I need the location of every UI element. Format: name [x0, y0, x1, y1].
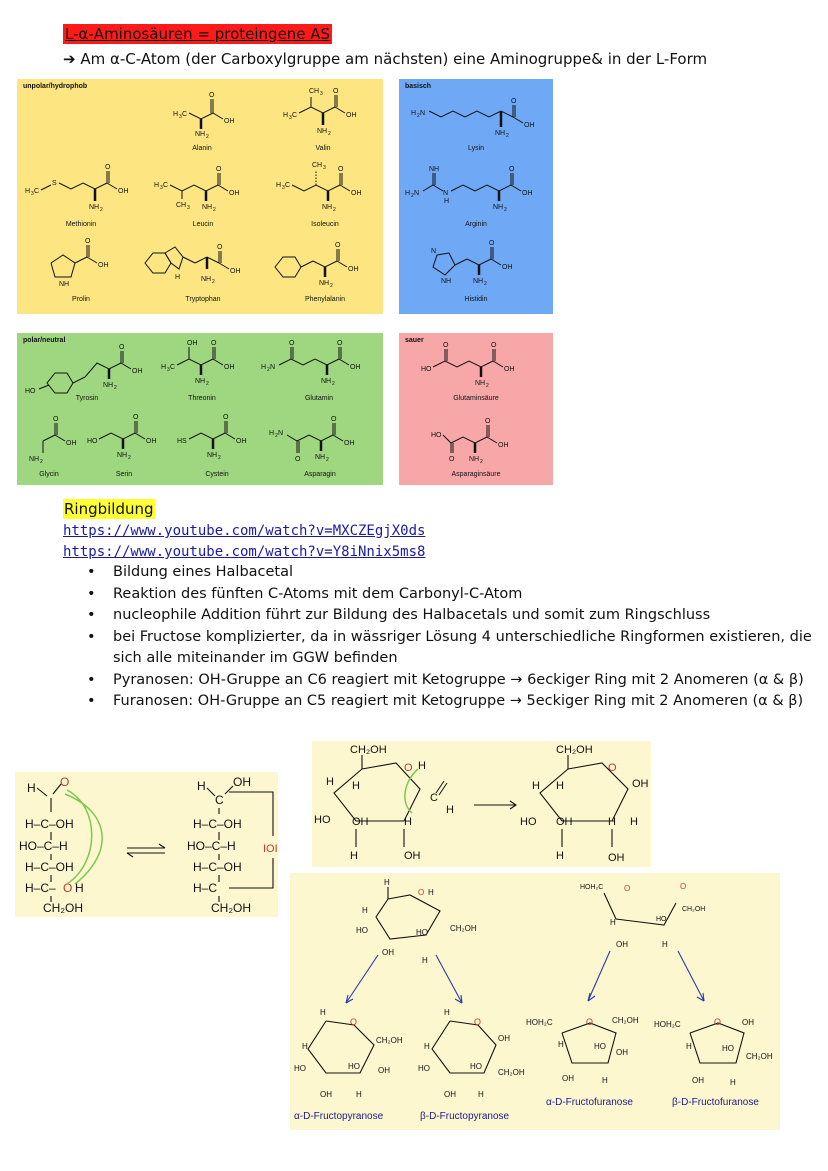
svg-text:OH: OH	[351, 190, 362, 197]
svg-text:OH: OH	[187, 340, 198, 347]
svg-text:H: H	[602, 1076, 608, 1085]
svg-text:H: H	[478, 1090, 484, 1099]
fischer-projection-figure	[15, 772, 278, 917]
svg-text:O: O	[404, 762, 413, 774]
svg-text:2: 2	[275, 433, 278, 439]
svg-text:H: H	[630, 816, 638, 828]
cystein-structure	[175, 413, 265, 468]
list-item: • Bildung eines Halbacetal	[113, 562, 813, 584]
aa-name: Phenylalanin	[304, 296, 346, 303]
svg-text:2: 2	[417, 113, 420, 119]
svg-text:H: H	[320, 1008, 326, 1017]
svg-text:H: H	[444, 1008, 450, 1017]
tyrosin-structure	[25, 339, 165, 399]
svg-text:OH: OH	[742, 1018, 754, 1027]
aa-name: Arginin	[465, 221, 487, 228]
svg-text:C: C	[34, 188, 40, 195]
svg-text:N: N	[414, 190, 420, 197]
arrow-right-icon: ➔	[63, 50, 76, 68]
svg-text:HOH₂C: HOH₂C	[580, 884, 604, 891]
svg-text:HO: HO	[294, 1064, 306, 1073]
svg-text:OH: OH	[522, 190, 533, 197]
svg-text:CH₂OH: CH₂OH	[612, 1016, 639, 1025]
youtube-link[interactable]: https://www.youtube.com/watch?v=MXCZEgjX0ds	[63, 523, 426, 539]
glycin-structure	[23, 413, 93, 468]
svg-text:2: 2	[213, 207, 216, 213]
svg-text:NH: NH	[201, 276, 212, 283]
aa-name: Alanin	[192, 145, 212, 152]
svg-text:H: H	[175, 274, 181, 281]
svg-text:2: 2	[206, 134, 209, 140]
svg-text:CH₂OH: CH₂OH	[556, 744, 593, 756]
svg-text:O: O	[223, 414, 229, 421]
fischer-diagram	[15, 772, 278, 917]
svg-text:O: O	[63, 881, 73, 895]
aa-name: Asparagin	[304, 471, 336, 478]
svg-text:2: 2	[504, 207, 507, 213]
svg-text:H: H	[422, 956, 428, 965]
aa-name: Methionin	[65, 221, 97, 228]
svg-text:H: H	[352, 780, 360, 792]
svg-text:IOI: IOI	[263, 843, 278, 855]
aa-name: Valin	[315, 145, 331, 152]
svg-text:O: O	[485, 418, 491, 425]
svg-text:O: O	[449, 456, 455, 463]
svg-text:H: H	[532, 780, 540, 792]
svg-text:H: H	[418, 760, 426, 772]
aa-name: Prolin	[72, 296, 90, 303]
svg-text:O: O	[331, 416, 337, 423]
svg-text:NH: NH	[429, 166, 440, 173]
svg-text:OH: OH	[498, 442, 509, 449]
svg-text:NH: NH	[319, 280, 330, 287]
svg-text:OH: OH	[382, 948, 394, 957]
svg-text:H–C–OH: H–C–OH	[25, 860, 74, 874]
svg-text:H: H	[608, 816, 616, 828]
svg-text:N: N	[278, 430, 284, 437]
svg-text:CH₂OH: CH₂OH	[498, 1068, 525, 1077]
svg-text:NH: NH	[29, 456, 40, 463]
svg-text:OH: OH	[344, 440, 355, 447]
svg-text:H: H	[411, 110, 417, 117]
svg-text:HO: HO	[348, 1062, 360, 1071]
svg-text:2: 2	[484, 281, 487, 287]
youtube-link[interactable]: https://www.youtube.com/watch?v=Y8iNnix5ms8	[63, 544, 426, 560]
svg-text:O: O	[217, 244, 223, 251]
svg-text:OH: OH	[524, 122, 535, 129]
svg-text:NH: NH	[117, 452, 128, 459]
anomer-label: α-D-Fructofuranose	[546, 1097, 633, 1108]
svg-text:3: 3	[167, 367, 170, 373]
svg-text:OH: OH	[236, 438, 247, 445]
svg-text:NH: NH	[89, 204, 100, 211]
svg-text:O: O	[335, 242, 341, 249]
svg-text:3: 3	[31, 191, 34, 197]
svg-text:HO: HO	[431, 432, 442, 439]
svg-text:NH: NH	[103, 382, 114, 389]
svg-text:CH: CH	[176, 202, 187, 209]
svg-text:N: N	[420, 110, 426, 117]
svg-text:NH: NH	[473, 278, 484, 285]
svg-text:CH₂OH: CH₂OH	[350, 744, 387, 756]
svg-text:HOH₂C: HOH₂C	[526, 1018, 553, 1027]
svg-text:CH₂OH: CH₂OH	[211, 901, 251, 915]
svg-text:OH: OH	[404, 850, 421, 862]
svg-text:H: H	[283, 112, 289, 119]
panel-unpolar	[17, 79, 383, 314]
isoleucin-structure	[272, 159, 382, 219]
svg-text:H: H	[154, 182, 160, 189]
svg-text:O: O	[53, 416, 59, 423]
svg-text:OH: OH	[348, 266, 359, 273]
arginin-structure	[403, 163, 553, 218]
svg-text:OH: OH	[132, 368, 143, 375]
svg-text:2: 2	[480, 459, 483, 465]
list-item: • Pyranosen: OH-Gruppe an C6 reagiert mit Ketogruppe → 6eckiger Ring mit 2 Anomeren (α & β)	[113, 670, 813, 692]
svg-text:CH: CH	[312, 162, 323, 169]
valin-structure	[279, 85, 369, 145]
svg-text:3: 3	[282, 185, 285, 191]
svg-text:2: 2	[267, 367, 270, 373]
svg-text:O: O	[474, 1017, 482, 1027]
svg-text:C: C	[285, 182, 291, 189]
svg-text:NH: NH	[469, 456, 480, 463]
svg-text:O: O	[350, 1017, 358, 1027]
svg-text:NH: NH	[59, 281, 70, 288]
svg-text:OH: OH	[352, 816, 369, 828]
phenylalanin-structure	[267, 239, 377, 299]
svg-text:O: O	[624, 884, 631, 893]
svg-text:C: C	[430, 792, 438, 804]
svg-text:3: 3	[289, 115, 292, 121]
panel-label: basisch	[405, 83, 432, 90]
svg-text:OH: OH	[502, 264, 513, 271]
svg-text:2: 2	[40, 459, 43, 465]
svg-text:2: 2	[411, 193, 414, 199]
svg-text:CH₂OH: CH₂OH	[376, 1036, 403, 1045]
svg-text:OH: OH	[556, 816, 573, 828]
svg-text:NH: NH	[202, 204, 213, 211]
aa-name: Glutamin	[304, 395, 334, 402]
svg-text:HS: HS	[177, 438, 187, 445]
anomer-label: β-D-Fructopyranose	[420, 1111, 510, 1122]
svg-text:3: 3	[179, 114, 182, 120]
alanin-structure	[167, 91, 247, 146]
svg-text:H: H	[173, 111, 179, 118]
svg-text:O: O	[133, 414, 139, 421]
svg-text:H: H	[25, 188, 31, 195]
aa-name: Tryptophan	[185, 296, 221, 303]
svg-text:C: C	[215, 793, 224, 807]
svg-text:H: H	[261, 364, 267, 371]
svg-text:O: O	[586, 1017, 594, 1027]
svg-text:O: O	[714, 1017, 722, 1027]
svg-text:H–C–OH: H–C–OH	[193, 860, 242, 874]
panel-polar	[17, 333, 383, 485]
svg-text:CH₂OH: CH₂OH	[746, 1052, 773, 1061]
svg-text:O: O	[337, 340, 343, 347]
svg-text:HO: HO	[594, 1042, 606, 1051]
svg-text:NH: NH	[495, 130, 506, 137]
aa-name: Cystein	[205, 471, 229, 478]
svg-text:H: H	[686, 1042, 692, 1051]
aa-name: Histidin	[464, 296, 488, 303]
svg-text:NH: NH	[322, 204, 333, 211]
svg-text:O: O	[418, 888, 425, 897]
svg-text:OH: OH	[444, 1090, 456, 1099]
svg-text:H–C–: H–C–	[25, 881, 56, 895]
svg-text:H–C–OH: H–C–OH	[193, 817, 242, 831]
svg-text:HO: HO	[421, 366, 432, 373]
glutaminsaeure-structure	[419, 339, 549, 394]
svg-text:2: 2	[332, 381, 335, 387]
svg-text:OH: OH	[632, 778, 649, 790]
fructose-diagram	[290, 873, 780, 1130]
haworth-diagram	[312, 741, 651, 867]
svg-text:H: H	[75, 881, 84, 895]
svg-text:OH: OH	[224, 118, 235, 125]
svg-text:2: 2	[218, 455, 221, 461]
svg-text:O: O	[85, 238, 91, 245]
svg-text:O: O	[680, 882, 687, 891]
svg-text:OH: OH	[320, 1090, 332, 1099]
svg-text:OH: OH	[608, 852, 625, 864]
svg-text:C: C	[182, 111, 188, 118]
svg-text:H: H	[424, 1042, 430, 1051]
svg-text:O: O	[511, 98, 517, 105]
svg-text:H: H	[161, 364, 167, 371]
bullet-list	[63, 562, 813, 713]
svg-text:H: H	[405, 190, 411, 197]
anomer-label: β-D-Fructofuranose	[672, 1097, 759, 1108]
asparaginsaeure-structure	[429, 417, 539, 472]
svg-text:HO–C–H: HO–C–H	[19, 839, 68, 853]
subheading	[63, 49, 707, 69]
svg-text:OH: OH	[692, 1076, 704, 1085]
asparagin-structure	[267, 413, 377, 473]
leucin-structure	[152, 163, 262, 218]
svg-text:HO: HO	[416, 928, 428, 937]
svg-text:CH₂OH: CH₂OH	[682, 906, 706, 913]
svg-text:3: 3	[160, 185, 163, 191]
svg-text:NH: NH	[195, 131, 206, 138]
svg-text:O: O	[338, 166, 344, 173]
panel-label: unpolar/hydrophob	[23, 83, 88, 90]
svg-text:N: N	[443, 190, 449, 197]
svg-text:3: 3	[320, 91, 323, 97]
svg-text:O: O	[60, 775, 70, 789]
fructose-rings-figure	[290, 873, 780, 1130]
svg-text:OH: OH	[346, 112, 357, 119]
svg-text:NH: NH	[321, 378, 332, 385]
panel-label: polar/neutral	[23, 337, 66, 344]
list-item: • bei Fructose komplizierter, da in wässriger Lösung 4 unterschiedliche Ringformen existieren, die sich alle miteinander im GGW befinden	[113, 627, 813, 670]
svg-text:2: 2	[100, 207, 103, 213]
svg-text:NH: NH	[441, 278, 452, 285]
svg-text:O: O	[119, 344, 125, 351]
svg-text:H: H	[428, 888, 434, 897]
svg-text:O: O	[491, 342, 497, 349]
serin-structure	[85, 413, 175, 468]
svg-text:H: H	[404, 816, 412, 828]
list-item: • Reaktion des fünften C-Atoms mit dem Carbonyl-C-Atom	[113, 584, 813, 606]
svg-text:O: O	[333, 88, 339, 95]
page-heading: L-α-Aminosäuren = proteingene AS	[65, 25, 331, 43]
aa-name: Isoleucin	[311, 221, 339, 228]
svg-text:O: O	[105, 164, 111, 171]
list-item: • nucleophile Addition führt zur Bildung des Halbacetals und somit zum Ringschluss	[113, 605, 813, 627]
svg-text:OH: OH	[616, 1048, 628, 1057]
svg-text:O: O	[211, 340, 217, 347]
svg-text:OH: OH	[146, 438, 157, 445]
haworth-glucose-figure	[312, 741, 651, 867]
svg-text:O: O	[289, 340, 295, 347]
svg-text:HO: HO	[356, 926, 368, 935]
svg-text:H: H	[302, 1042, 308, 1051]
svg-text:O: O	[209, 92, 215, 99]
panel-label: sauer	[405, 337, 424, 344]
aa-name: Tyrosin	[75, 395, 99, 402]
svg-text:O: O	[608, 762, 617, 774]
svg-text:H: H	[362, 906, 368, 915]
svg-text:H: H	[326, 776, 334, 788]
subheading-text: Am α-C-Atom (der Carboxylgruppe am nächsten) eine Aminogruppe& in der L-Form	[80, 50, 708, 68]
aa-name: Glutaminsäure	[453, 395, 499, 402]
svg-text:OH: OH	[230, 268, 241, 275]
panel-sauer	[399, 333, 553, 485]
svg-text:H: H	[446, 804, 454, 816]
svg-text:2: 2	[114, 385, 117, 391]
svg-text:2: 2	[206, 381, 209, 387]
svg-text:NH: NH	[315, 454, 326, 461]
svg-text:OH: OH	[378, 1066, 390, 1075]
svg-text:H: H	[558, 1040, 564, 1049]
svg-text:HO: HO	[722, 1044, 734, 1053]
svg-text:OH: OH	[224, 364, 235, 371]
svg-text:H: H	[197, 779, 206, 793]
svg-text:3: 3	[323, 165, 326, 171]
svg-text:OH: OH	[498, 1034, 510, 1043]
prolin-structure	[39, 239, 129, 299]
lysin-structure	[409, 89, 549, 144]
svg-text:HO: HO	[520, 816, 537, 828]
svg-text:H: H	[556, 850, 564, 862]
svg-text:2: 2	[326, 457, 329, 463]
svg-text:H: H	[350, 850, 358, 862]
svg-text:HOH₂C: HOH₂C	[654, 1020, 681, 1029]
svg-text:H: H	[610, 918, 616, 927]
aa-name: Leucin	[192, 221, 214, 228]
svg-text:CH₂OH: CH₂OH	[43, 901, 83, 915]
svg-text:2: 2	[486, 383, 489, 389]
svg-text:3: 3	[187, 205, 190, 211]
svg-text:HO–C–H: HO–C–H	[187, 839, 236, 853]
panel-basisch	[399, 79, 553, 314]
svg-text:O: O	[295, 456, 301, 463]
svg-text:H: H	[444, 198, 450, 205]
svg-text:2: 2	[212, 279, 215, 285]
aa-name: Serin	[115, 471, 133, 478]
anomer-label: α-D-Fructopyranose	[294, 1111, 384, 1122]
svg-text:N: N	[270, 364, 276, 371]
svg-text:NH: NH	[317, 128, 328, 135]
svg-text:H: H	[27, 781, 36, 795]
svg-text:OH: OH	[616, 940, 628, 949]
svg-text:HO: HO	[656, 916, 667, 923]
aa-name: Asparaginsäure	[451, 471, 501, 478]
svg-text:OH: OH	[350, 364, 361, 371]
svg-text:OH: OH	[504, 366, 515, 373]
section-title: Ringbildung	[64, 500, 154, 518]
svg-text:2: 2	[330, 283, 333, 289]
svg-text:2: 2	[333, 207, 336, 213]
svg-text:NH: NH	[195, 378, 206, 385]
svg-text:OH: OH	[233, 775, 251, 789]
svg-text:OH: OH	[66, 440, 77, 447]
svg-text:C: C	[170, 364, 176, 371]
svg-text:2: 2	[128, 455, 131, 461]
svg-text:H: H	[556, 780, 564, 792]
svg-text:H–C–OH: H–C–OH	[25, 817, 74, 831]
aa-name: Glycin	[39, 471, 59, 478]
svg-text:NH: NH	[475, 380, 486, 387]
svg-text:O: O	[443, 342, 449, 349]
svg-text:O: O	[216, 166, 222, 173]
svg-text:CH₂OH: CH₂OH	[450, 924, 477, 933]
svg-text:NH: NH	[493, 204, 504, 211]
svg-text:OH: OH	[98, 262, 109, 269]
aa-name: Lysin	[467, 145, 485, 152]
svg-text:H: H	[276, 182, 282, 189]
svg-text:HO: HO	[25, 388, 36, 395]
svg-text:2: 2	[506, 133, 509, 139]
svg-text:2: 2	[328, 131, 331, 137]
svg-text:H: H	[384, 878, 390, 887]
svg-text:C: C	[292, 112, 298, 119]
threonin-structure	[157, 337, 257, 392]
svg-text:HO: HO	[418, 1064, 430, 1073]
svg-text:NH: NH	[207, 452, 218, 459]
svg-text:HO: HO	[87, 438, 98, 445]
svg-text:H: H	[356, 1090, 362, 1099]
svg-text:H: H	[269, 430, 275, 437]
svg-text:HO: HO	[314, 814, 331, 826]
aa-name: Threonin	[188, 395, 216, 402]
svg-text:H–C: H–C	[193, 881, 218, 895]
svg-text:OH: OH	[562, 1074, 574, 1083]
svg-text:OH: OH	[118, 188, 129, 195]
svg-text:O: O	[489, 240, 495, 247]
svg-text:HO: HO	[470, 1062, 482, 1071]
svg-text:OH: OH	[229, 190, 240, 197]
glutamin-structure	[261, 337, 381, 392]
histidin-structure	[423, 237, 543, 297]
svg-text:N: N	[431, 248, 437, 255]
svg-text:O: O	[509, 166, 515, 173]
svg-text:CH: CH	[309, 88, 320, 95]
list-item: • Furanosen: OH-Gruppe an C5 reagiert mit Ketogruppe → 5eckiger Ring mit 2 Anomeren (α & β)	[113, 691, 813, 713]
svg-text:H: H	[730, 1078, 736, 1087]
svg-text:H: H	[662, 940, 668, 949]
svg-text:C: C	[163, 182, 169, 189]
svg-text:S: S	[52, 180, 57, 187]
methionin-structure	[23, 163, 153, 218]
